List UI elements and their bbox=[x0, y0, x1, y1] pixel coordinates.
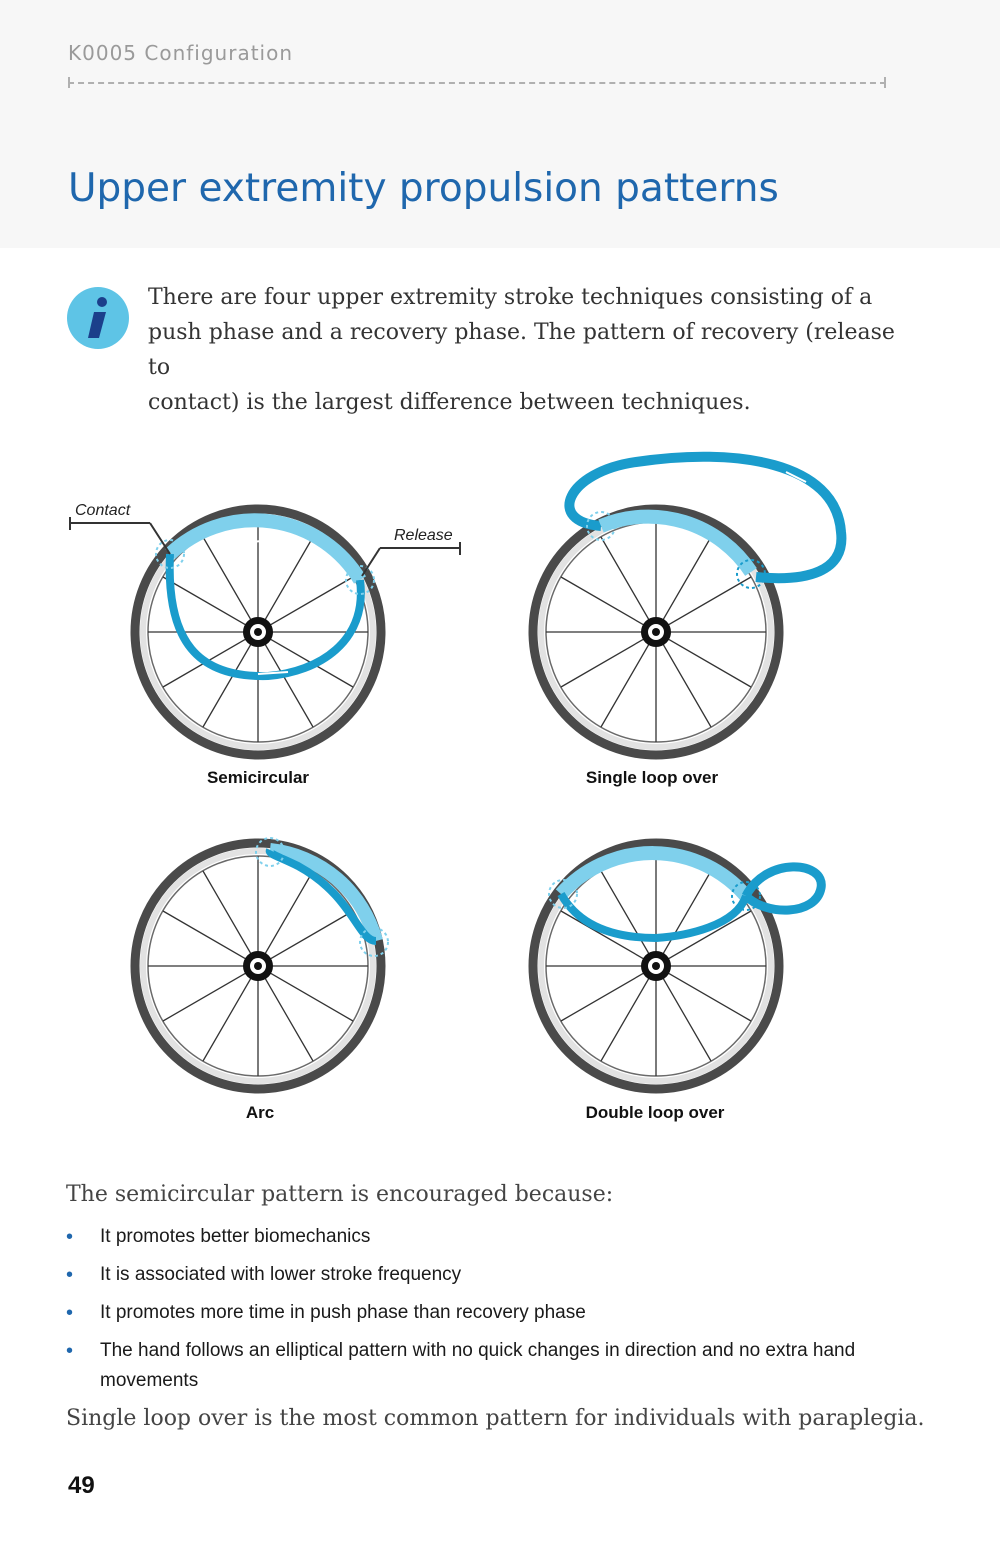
pattern-label-single-loop: Single loop over bbox=[585, 768, 719, 787]
info-text bbox=[148, 280, 908, 420]
divider-cap-left bbox=[68, 77, 70, 88]
pattern-label-arc: Arc bbox=[245, 1103, 275, 1122]
list-item: • It promotes better biomechanics bbox=[66, 1222, 906, 1252]
page-title: Upper extremity propulsion patterns bbox=[68, 166, 779, 211]
closing-text: Single loop over is the most common pattern for individuals with paraplegia. bbox=[66, 1406, 925, 1431]
propulsion-patterns-figure bbox=[0, 420, 1000, 1150]
info-icon bbox=[66, 286, 130, 350]
list-item: • It is associated with lower stroke frequency bbox=[66, 1260, 906, 1290]
wheel-double-loop bbox=[533, 843, 821, 1089]
list-item: • It promotes more time in push phase than recovery phase bbox=[66, 1298, 906, 1328]
bullet-icon: • bbox=[66, 1302, 74, 1324]
release-label: Release bbox=[394, 527, 453, 544]
contact-label: Contact bbox=[75, 502, 131, 519]
info-line: push phase and a recovery phase. The pattern of recovery (release to bbox=[148, 320, 895, 380]
page-number: 49 bbox=[68, 1472, 95, 1499]
bullet-icon: • bbox=[66, 1340, 74, 1362]
pattern-label-double-loop: Double loop over bbox=[585, 1103, 725, 1122]
pattern-label-semicircular: Semicircular bbox=[206, 768, 310, 787]
bullet-icon: • bbox=[66, 1264, 74, 1286]
header-divider bbox=[68, 82, 886, 84]
benefits-list bbox=[66, 1222, 906, 1404]
info-line: contact) is the largest difference between techniques. bbox=[148, 390, 751, 415]
wheel-semicircular bbox=[135, 509, 381, 755]
divider-cap-right bbox=[884, 77, 886, 88]
list-intro: The semicircular pattern is encouraged because: bbox=[66, 1182, 614, 1207]
bullet-icon: • bbox=[66, 1226, 74, 1248]
info-line: There are four upper extremity stroke techniques consisting of a bbox=[148, 285, 873, 310]
wheel-single-loop bbox=[533, 457, 841, 755]
section-label: K0005 Configuration bbox=[68, 41, 294, 65]
wheel-arc bbox=[135, 838, 388, 1089]
list-item: • The hand follows an elliptical pattern with no quick changes in direction and no extra hand movements bbox=[66, 1336, 906, 1396]
